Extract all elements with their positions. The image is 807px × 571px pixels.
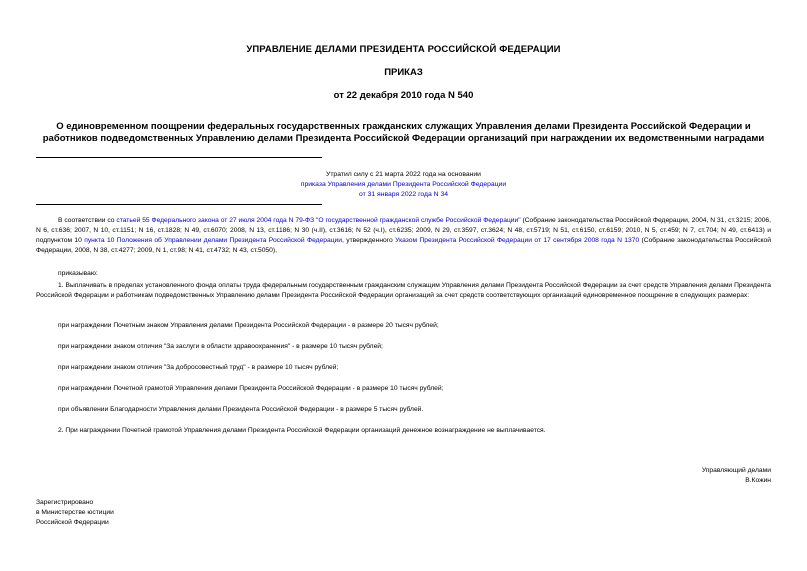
list-item: при награждении знаком отличия "За заслуги в области здравоохранения" - в размере 10 тысяч рублей; — [58, 343, 383, 350]
registration-line: в Министерстве юстиции — [36, 509, 114, 516]
repeal-order-date-link[interactable]: от 31 января 2022 года N 34 — [358, 191, 449, 198]
preamble-text-4: (Собрание законодательства Российской Федерации, 2008, N 38, ст.4277; 2009, N 1, ст.98; N 41, ст.4732; N 43, ст.5050), — [36, 237, 772, 254]
federal-law-link[interactable]: статьей 55 Федерального закона от 27 июля 2004 года N 79-ФЗ "О государственной гражданской службе Российской Федерации" — [116, 217, 521, 224]
clause-2: 2. При награждении Почетной грамотой Управления делами Президента Российской Федерации организаций денежное вознаграждение не выплачивается. — [58, 427, 546, 434]
registration-line: Российской Федерации — [36, 519, 109, 526]
status-note — [36, 170, 771, 200]
regulation-link[interactable]: пункта 10 Положения об Управлении делами Президента Российской Федерации — [84, 237, 343, 244]
list-item: при объявлении Благодарности Управления делами Президента Российской Федерации - в размере 5 тысяч рублей. — [58, 406, 424, 413]
order-word: приказываю: — [58, 270, 98, 277]
preamble-text-2: (Собрание законодательства Российской Федерации, 2004, N 31, ст.3215; 2006, N 6, ст.636; 2007, N 10, ст.1151; N 16, ст.1828; N 49, ст.6070; 2008, N 13, ст.1186; N 30 (ч.II), ст.3616; N 52 (ч.I), ст.6235; 2009, N 29, ст.3597, ст.3624; N 48, ст.5719; N 51, ст.6150, ст.6159; 2010, N 5, ст.459; N 7, ст.704; N 49, ст.6413) и подпунктом 10 — [36, 217, 771, 244]
preamble-text-3: , утвержденного — [342, 237, 396, 244]
document-title: О единовременном поощрении федеральных государственных гражданских служащих Управления делами Президента Российской Федерации и работников подведомственных Управлению делами Президента Российской Федерации организаций при награждении их ведомственными наградами — [42, 121, 765, 144]
repeal-order-link[interactable]: приказа Управления делами Президента Российской Федерации — [300, 181, 507, 188]
signatory-position: Управляющий делами — [701, 467, 771, 474]
clause-1: 1. Выплачивать в пределах установленного фонда оплаты труда федеральным государственным гражданским служащим Управления делами Президента Российской Федерации за счет средств Управления делами Президента Российской Федерации и работникам подведомственных Управлению делами Президента Российской Федерации организаций за счет средств соответствующих организаций единовременное поощрение в следующих размерах: — [36, 282, 771, 299]
list-item: при награждении Почетным знаком Управления делами Президента Российской Федерации - в размере 20 тысяч рублей; — [58, 322, 439, 329]
signature-block — [702, 466, 771, 486]
registration-line: Зарегистрировано — [36, 499, 94, 506]
preamble-paragraph — [36, 216, 771, 256]
status-line: Утратил силу с 21 марта 2022 года на основании — [326, 171, 481, 178]
document-date-number: от 22 декабря 2010 года N 540 — [333, 90, 474, 101]
preamble-text-1: В соответствии со — [58, 217, 117, 224]
divider-bottom — [36, 204, 322, 205]
signatory-name: В.Кожин — [745, 477, 771, 484]
list-item: при награждении знаком отличия "За добросовестный труд" - в размере 10 тысяч рублей; — [58, 364, 339, 371]
registration-block — [36, 498, 114, 528]
divider-top — [36, 157, 322, 158]
issuing-organization: УПРАВЛЕНИЕ ДЕЛАМИ ПРЕЗИДЕНТА РОССИЙСКОЙ ФЕДЕРАЦИИ — [246, 44, 561, 55]
list-item: при награждении Почетной грамотой Управления делами Президента Российской Федерации - в размере 10 тысяч рублей; — [58, 385, 444, 392]
presidential-decree-link[interactable]: Указом Президента Российской Федерации от 17 сентября 2008 года N 1370 — [395, 237, 640, 244]
document-type: ПРИКАЗ — [384, 67, 423, 78]
